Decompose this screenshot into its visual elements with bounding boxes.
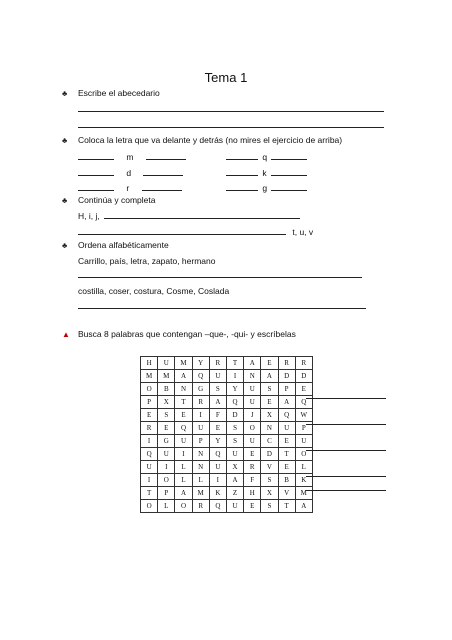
page-title: Tema 1 [204, 70, 248, 85]
grid-row [141, 474, 313, 487]
blank-after[interactable] [143, 167, 183, 176]
grid-cell[interactable]: U [226, 500, 243, 513]
blank-before[interactable] [78, 182, 114, 191]
club-icon: ♣ [62, 136, 68, 145]
grid-cell[interactable]: I [158, 461, 175, 474]
grid-cell[interactable]: B [278, 474, 295, 487]
grid-cell[interactable]: G [158, 435, 175, 448]
grid-cell[interactable]: D [295, 370, 312, 383]
grid-cell[interactable]: S [226, 435, 243, 448]
grid-cell[interactable]: F [209, 409, 226, 422]
grid-cell[interactable]: T [175, 396, 192, 409]
grid-row [141, 383, 313, 396]
grid-cell[interactable]: D [278, 370, 295, 383]
blank-before[interactable] [226, 182, 258, 191]
grid-cell[interactable]: L [295, 461, 312, 474]
grid-cell[interactable]: U [244, 435, 261, 448]
grid-row [141, 487, 313, 500]
grid-cell[interactable]: K [295, 474, 312, 487]
grid-cell[interactable]: S [261, 474, 278, 487]
grid-cell[interactable]: P [192, 435, 209, 448]
grid-cell[interactable]: S [226, 422, 243, 435]
grid-cell[interactable]: O [244, 422, 261, 435]
answer-blank[interactable] [104, 210, 300, 219]
grid-cell[interactable]: X [261, 409, 278, 422]
grid-cell[interactable]: T [141, 487, 158, 500]
grid-cell[interactable]: E [158, 422, 175, 435]
grid-cell[interactable]: E [141, 409, 158, 422]
question-5-text: Busca 8 palabras que contengan –que-, -qui- y escríbelas [78, 329, 296, 339]
triangle-icon: ▲ [62, 330, 70, 339]
grid-cell[interactable]: E [278, 461, 295, 474]
grid-cell[interactable]: Q [141, 448, 158, 461]
grid-cell[interactable]: P [278, 383, 295, 396]
grid-cell[interactable]: U [244, 383, 261, 396]
answer-blank[interactable] [78, 226, 286, 235]
grid-row [141, 500, 313, 513]
answer-line[interactable] [78, 111, 384, 112]
club-icon: ♣ [62, 196, 68, 205]
blank-after[interactable] [271, 151, 307, 160]
grid-cell[interactable]: I [175, 448, 192, 461]
grid-cell[interactable]: S [158, 409, 175, 422]
grid-cell[interactable]: N [175, 383, 192, 396]
grid-cell[interactable]: Y [192, 357, 209, 370]
grid-cell[interactable]: C [261, 435, 278, 448]
word-list-1: Carrillo, país, letra, zapato, hermano [78, 256, 216, 266]
grid-cell[interactable]: U [226, 448, 243, 461]
grid-cell[interactable]: Q [209, 448, 226, 461]
grid-cell[interactable]: B [158, 383, 175, 396]
grid-cell[interactable]: N [244, 370, 261, 383]
blank-after[interactable] [271, 167, 307, 176]
grid-cell[interactable]: O [295, 448, 312, 461]
grid-cell[interactable]: R [192, 396, 209, 409]
answer-line[interactable] [306, 490, 386, 491]
answer-line[interactable] [306, 424, 386, 425]
club-icon: ♣ [62, 241, 68, 250]
grid-row [141, 409, 313, 422]
grid-cell[interactable]: O [158, 474, 175, 487]
grid-cell[interactable]: R [209, 357, 226, 370]
given-letter: g [262, 183, 268, 193]
given-letter: q [262, 152, 268, 162]
grid-cell[interactable]: D [226, 409, 243, 422]
grid-cell[interactable]: R [141, 422, 158, 435]
grid-row [141, 396, 313, 409]
answer-line[interactable] [78, 127, 384, 128]
grid-cell[interactable]: U [158, 357, 175, 370]
grid-cell[interactable]: S [261, 383, 278, 396]
grid-cell[interactable]: E [261, 357, 278, 370]
grid-cell[interactable]: A [175, 370, 192, 383]
sequence-end-text: t, u, v [292, 227, 314, 237]
grid-cell[interactable]: U [244, 396, 261, 409]
grid-cell[interactable]: U [192, 422, 209, 435]
grid-cell[interactable]: P [295, 422, 312, 435]
grid-cell[interactable]: U [141, 461, 158, 474]
letter-row [78, 151, 186, 162]
grid-cell[interactable]: A [278, 396, 295, 409]
blank-before[interactable] [78, 151, 114, 160]
word-search-grid [140, 356, 313, 513]
word-list-2: costilla, coser, costura, Cosme, Coslada [78, 286, 230, 296]
grid-cell[interactable]: K [209, 487, 226, 500]
grid-cell[interactable]: Q [278, 409, 295, 422]
grid-cell[interactable]: I [209, 474, 226, 487]
grid-cell[interactable]: U [175, 435, 192, 448]
grid-cell[interactable]: Q [295, 396, 312, 409]
word-search [140, 356, 313, 513]
grid-cell[interactable]: I [141, 474, 158, 487]
answer-line[interactable] [306, 450, 386, 451]
grid-row [141, 357, 313, 370]
grid-cell[interactable]: E [175, 409, 192, 422]
grid-cell[interactable]: Y [226, 383, 243, 396]
grid-cell[interactable]: M [141, 370, 158, 383]
grid-cell[interactable]: U [295, 435, 312, 448]
grid-cell[interactable]: Z [226, 487, 243, 500]
grid-cell[interactable]: M [192, 487, 209, 500]
grid-cell[interactable]: A [226, 474, 243, 487]
grid-cell[interactable]: U [158, 448, 175, 461]
grid-cell[interactable]: T [278, 500, 295, 513]
answer-line[interactable] [306, 476, 386, 477]
grid-cell[interactable]: T [226, 357, 243, 370]
grid-cell[interactable]: X [226, 461, 243, 474]
blank-after[interactable] [146, 151, 186, 160]
blank-after[interactable] [271, 182, 307, 191]
sequence-start [78, 210, 300, 221]
blank-before[interactable] [226, 167, 258, 176]
grid-cell[interactable]: I [192, 409, 209, 422]
answer-line[interactable] [78, 308, 366, 309]
grid-cell[interactable]: U [209, 370, 226, 383]
grid-cell[interactable]: A [175, 487, 192, 500]
grid-cell[interactable]: R [295, 357, 312, 370]
grid-cell[interactable]: V [261, 461, 278, 474]
grid-cell[interactable]: Q [209, 500, 226, 513]
grid-cell[interactable]: Y [209, 435, 226, 448]
grid-cell[interactable]: E [209, 422, 226, 435]
sequence-end [78, 226, 313, 237]
answer-line[interactable] [78, 277, 362, 278]
grid-cell[interactable]: F [244, 474, 261, 487]
grid-row [141, 448, 313, 461]
letter-row [226, 182, 307, 193]
grid-cell[interactable]: O [141, 500, 158, 513]
grid-cell[interactable]: A [209, 396, 226, 409]
grid-row [141, 422, 313, 435]
grid-row [141, 435, 313, 448]
grid-cell[interactable]: P [141, 396, 158, 409]
grid-cell[interactable]: I [141, 435, 158, 448]
grid-cell[interactable]: A [261, 370, 278, 383]
grid-cell[interactable]: R [278, 357, 295, 370]
club-icon: ♣ [62, 89, 68, 98]
blank-after[interactable] [142, 182, 182, 191]
letter-row [78, 182, 182, 193]
grid-cell[interactable]: A [295, 500, 312, 513]
grid-cell[interactable]: J [244, 409, 261, 422]
letter-row [226, 151, 307, 162]
grid-cell[interactable]: G [192, 383, 209, 396]
grid-cell[interactable]: I [226, 370, 243, 383]
grid-cell[interactable]: Q [226, 396, 243, 409]
grid-cell[interactable]: L [158, 500, 175, 513]
grid-cell[interactable]: L [192, 474, 209, 487]
grid-cell[interactable]: W [295, 409, 312, 422]
answer-line[interactable] [306, 398, 386, 399]
grid-cell[interactable]: A [244, 357, 261, 370]
grid-cell[interactable]: Q [192, 370, 209, 383]
grid-cell[interactable]: O [175, 500, 192, 513]
grid-cell[interactable]: R [192, 500, 209, 513]
grid-cell[interactable]: U [209, 461, 226, 474]
grid-cell[interactable]: H [141, 357, 158, 370]
sequence-start-text: H, i, j, [78, 211, 100, 221]
grid-cell[interactable]: T [278, 448, 295, 461]
question-3-text: Continúa y completa [78, 195, 156, 205]
grid-cell[interactable]: X [261, 487, 278, 500]
grid-row [141, 461, 313, 474]
grid-cell[interactable]: M [175, 357, 192, 370]
grid-cell[interactable]: M [295, 487, 312, 500]
grid-cell[interactable]: X [158, 396, 175, 409]
letter-row [78, 167, 183, 178]
letter-row [226, 167, 307, 178]
question-2-text: Coloca la letra que va delante y detrás (no mires el ejercicio de arriba) [78, 135, 343, 145]
question-4-text: Ordena alfabéticamente [78, 240, 169, 250]
given-letter: k [262, 168, 267, 178]
grid-cell[interactable]: E [295, 383, 312, 396]
grid-cell[interactable]: U [278, 422, 295, 435]
grid-cell[interactable]: P [158, 487, 175, 500]
grid-cell[interactable]: V [278, 487, 295, 500]
blank-before[interactable] [226, 151, 258, 160]
grid-cell[interactable]: N [192, 448, 209, 461]
given-letter: m [126, 152, 134, 162]
grid-cell[interactable]: E [244, 448, 261, 461]
grid-row [141, 370, 313, 383]
question-1-text: Escribe el abecedario [78, 88, 160, 98]
grid-cell[interactable]: Q [175, 422, 192, 435]
grid-cell[interactable]: S [261, 500, 278, 513]
grid-cell[interactable]: L [175, 461, 192, 474]
grid-cell[interactable]: S [209, 383, 226, 396]
grid-cell[interactable]: L [175, 474, 192, 487]
blank-before[interactable] [78, 167, 114, 176]
given-letter: r [126, 183, 130, 193]
grid-cell[interactable]: D [261, 448, 278, 461]
grid-cell[interactable]: R [244, 461, 261, 474]
grid-cell[interactable]: N [192, 461, 209, 474]
given-letter: d [126, 168, 132, 178]
grid-cell[interactable]: H [244, 487, 261, 500]
grid-cell[interactable]: E [278, 435, 295, 448]
grid-cell[interactable]: N [261, 422, 278, 435]
grid-cell[interactable]: E [244, 500, 261, 513]
grid-cell[interactable]: M [158, 370, 175, 383]
grid-cell[interactable]: O [141, 383, 158, 396]
grid-cell[interactable]: E [261, 396, 278, 409]
